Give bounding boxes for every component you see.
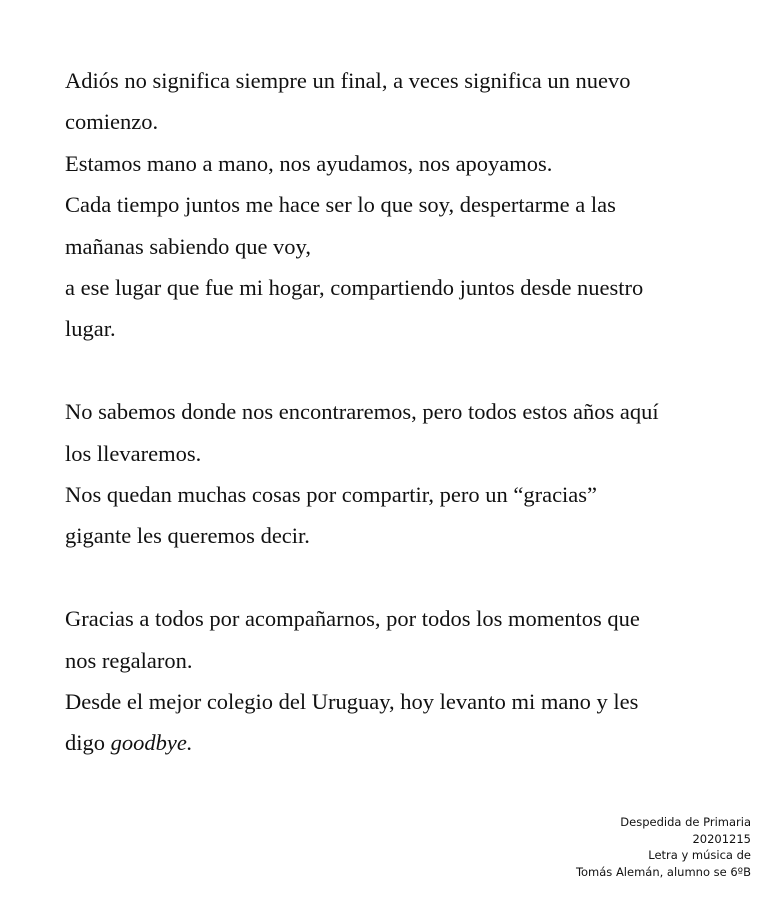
lyric-line: mañanas sabiendo que voy, (65, 233, 311, 259)
credits-block (576, 814, 751, 880)
final-line-prefix: digo (65, 730, 111, 756)
lyric-line: Estamos mano a mano, nos ayudamos, nos apoyamos. (65, 150, 553, 176)
stanza-1 (65, 60, 745, 350)
lyric-line: gigante les queremos decir. (65, 523, 310, 549)
credits-role: Letra y música de (648, 848, 751, 862)
lyric-line: nos regalaron. (65, 647, 193, 673)
lyric-line-final (65, 722, 745, 763)
credits-author: Tomás Alemán, alumno se 6ºB (575, 864, 751, 879)
lyric-line: Adiós no significa siempre un final, a veces significa un nuevo (65, 68, 631, 93)
lyric-line: Cada tiempo juntos me hace ser lo que soy, despertarme a las (65, 192, 616, 218)
stanza-3 (65, 598, 745, 764)
lyric-line: comienzo. (65, 109, 159, 135)
lyric-line: Gracias a todos por acompañarnos, por todos los momentos que (65, 606, 640, 632)
lyric-line: lugar. (65, 316, 116, 342)
stanza-2 (65, 391, 745, 557)
lyric-line: No sabemos donde nos encontraremos, pero todos estos años aquí (65, 399, 659, 425)
lyric-line: a ese lugar que fue mi hogar, compartiendo juntos desde nuestro (65, 275, 644, 301)
lyrics-body (65, 60, 745, 764)
lyric-line: Nos quedan muchas cosas por compartir, pero un “gracias” (65, 482, 598, 508)
credits-title: Despedida de Primaria (620, 815, 751, 829)
lyric-line: los llevaremos. (65, 440, 202, 466)
lyric-line: Desde el mejor colegio del Uruguay, hoy levanto mi mano y les (65, 689, 639, 715)
credits-date: 20201215 (692, 831, 751, 846)
final-line-italic-word: goodbye. (110, 730, 193, 756)
